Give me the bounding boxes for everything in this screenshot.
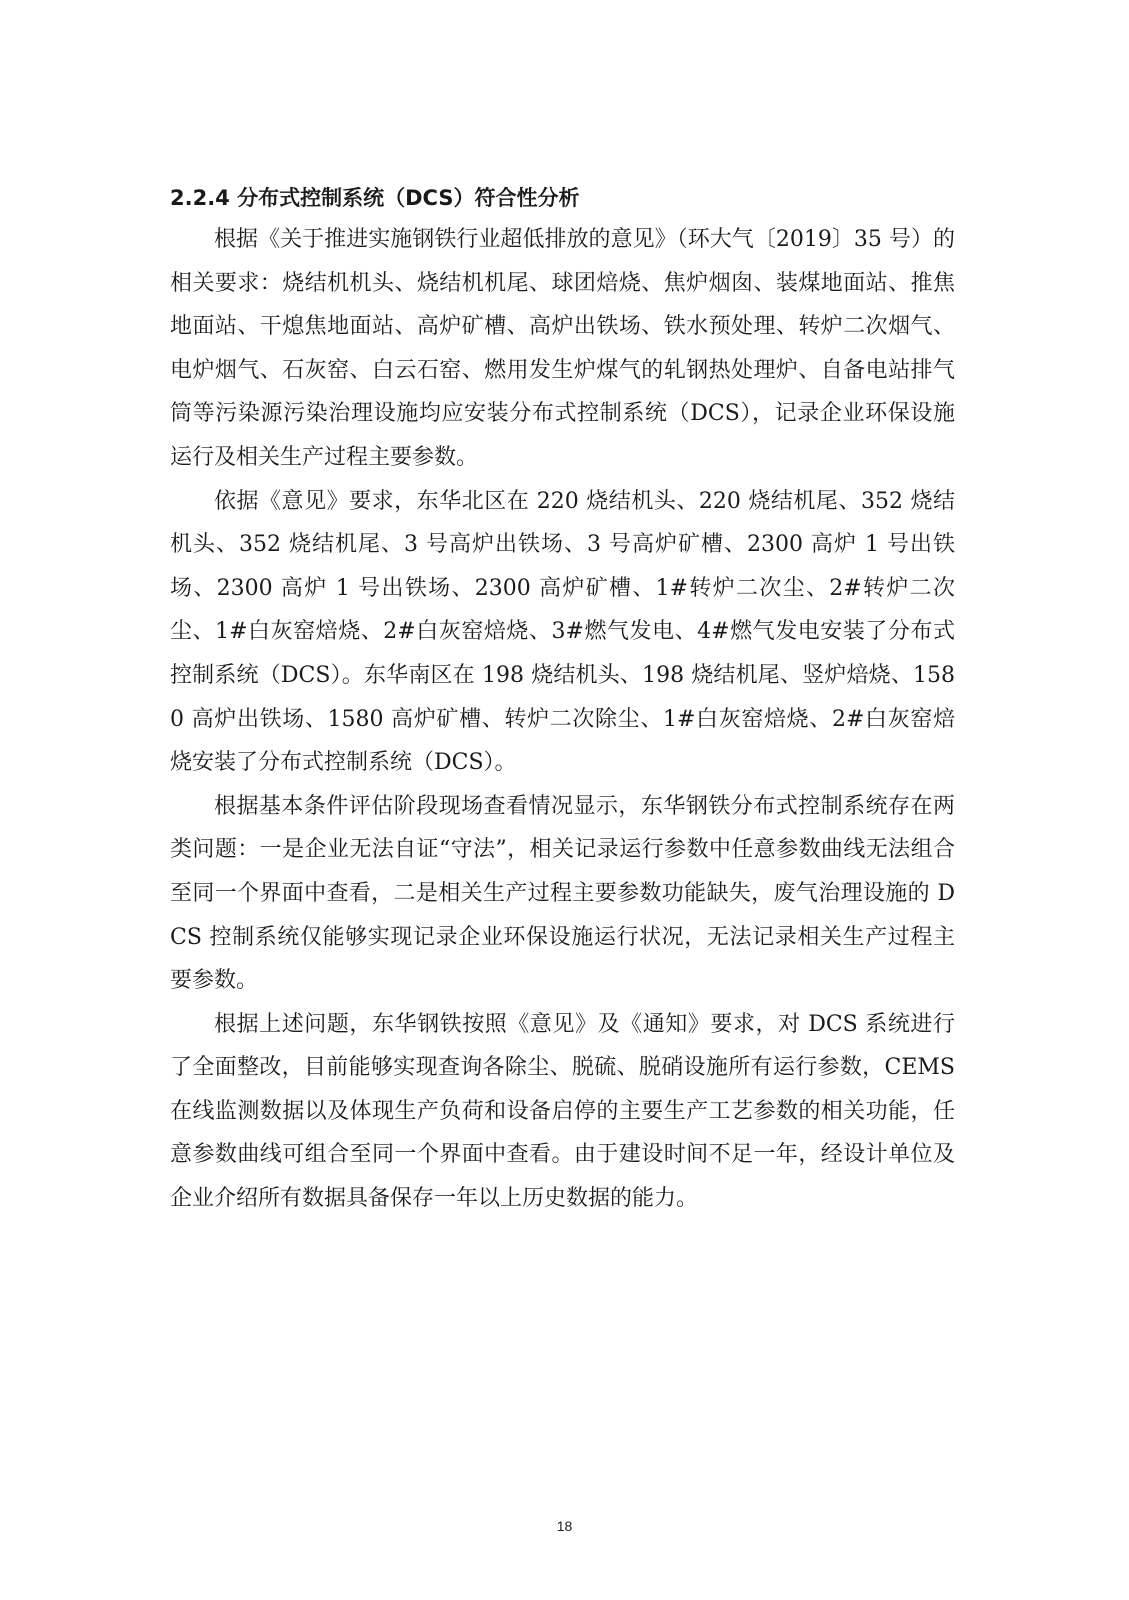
paragraph-installations: 依据《意见》要求，东华北区在 220 烧结机头、220 烧结机尾、352 烧结机头、352 烧结机尾、3 号高炉出铁场、3 号高炉矿槽、2300 高炉 1 号出铁场、2300 高炉 1 号出铁场、2300 高炉矿槽、1#转炉二次尘、2#转炉二次尘、1#白灰窑焙烧、2#白灰窑焙烧、3#燃气发电、4#燃气发电安装了分布式控制系统（DCS）。东华南区在 198 烧结机头、198 烧结机尾、竖炉焙烧、1580 高炉出铁场、1580 高炉矿槽、转炉二次除尘、1#白灰窑焙烧、2#白灰窑焙烧安装了分布式控制系统（DCS）。 [170,488,955,776]
page-number: 18 [556,1518,573,1534]
paragraph-requirements: 根据《关于推进实施钢铁行业超低排放的意见》（环大气〔2019〕35 号）的相关要求：烧结机机头、烧结机机尾、球团焙烧、焦炉烟囱、装煤地面站、推焦 地面站、干熄焦地面站、高炉矿槽、高炉出铁场、铁水预处理、转炉二次烟气、 电炉烟气、石灰窑、白云石窑、燃用发生炉煤气的轧钢热处理炉、自备电站排气 筒等污染源污染治理设施均应安装分布式控制系统（DCS），记录企业环保设施 运行及相关生产过程主要参数。 [170,227,955,470]
document-page [170,180,955,1221]
paragraph-rectification: 根据上述问题，东华钢铁按照《意见》及《通知》要求，对 DCS 系统进行了全面整改，目前能够实现查询各除尘、脱硫、脱硝设施所有运行参数，CEMS 在线监测数据以及体现生产负荷和设备启停的主要生产工艺参数的相关功能，任意参数曲线可组合至同一个界面中查看。由于建设时间不足一年，经设计单位及企业介绍所有数据具备保存一年以上历史数据的能力。 [170,1011,955,1212]
section-heading: 2.2.4 分布式控制系统（DCS）符合性分析 [170,186,580,210]
paragraph-problems: 根据基本条件评估阶段现场查看情况显示，东华钢铁分布式控制系统存在两类问题：一是企业无法自证“守法”，相关记录运行参数中任意参数曲线无法组合至同一个界面中查看，二是相关生产过程主要参数功能缺失，废气治理设施的 DCS 控制系统仅能够实现记录企业环保设施运行状况，无法记录相关生产过程主要参数。 [170,793,955,994]
